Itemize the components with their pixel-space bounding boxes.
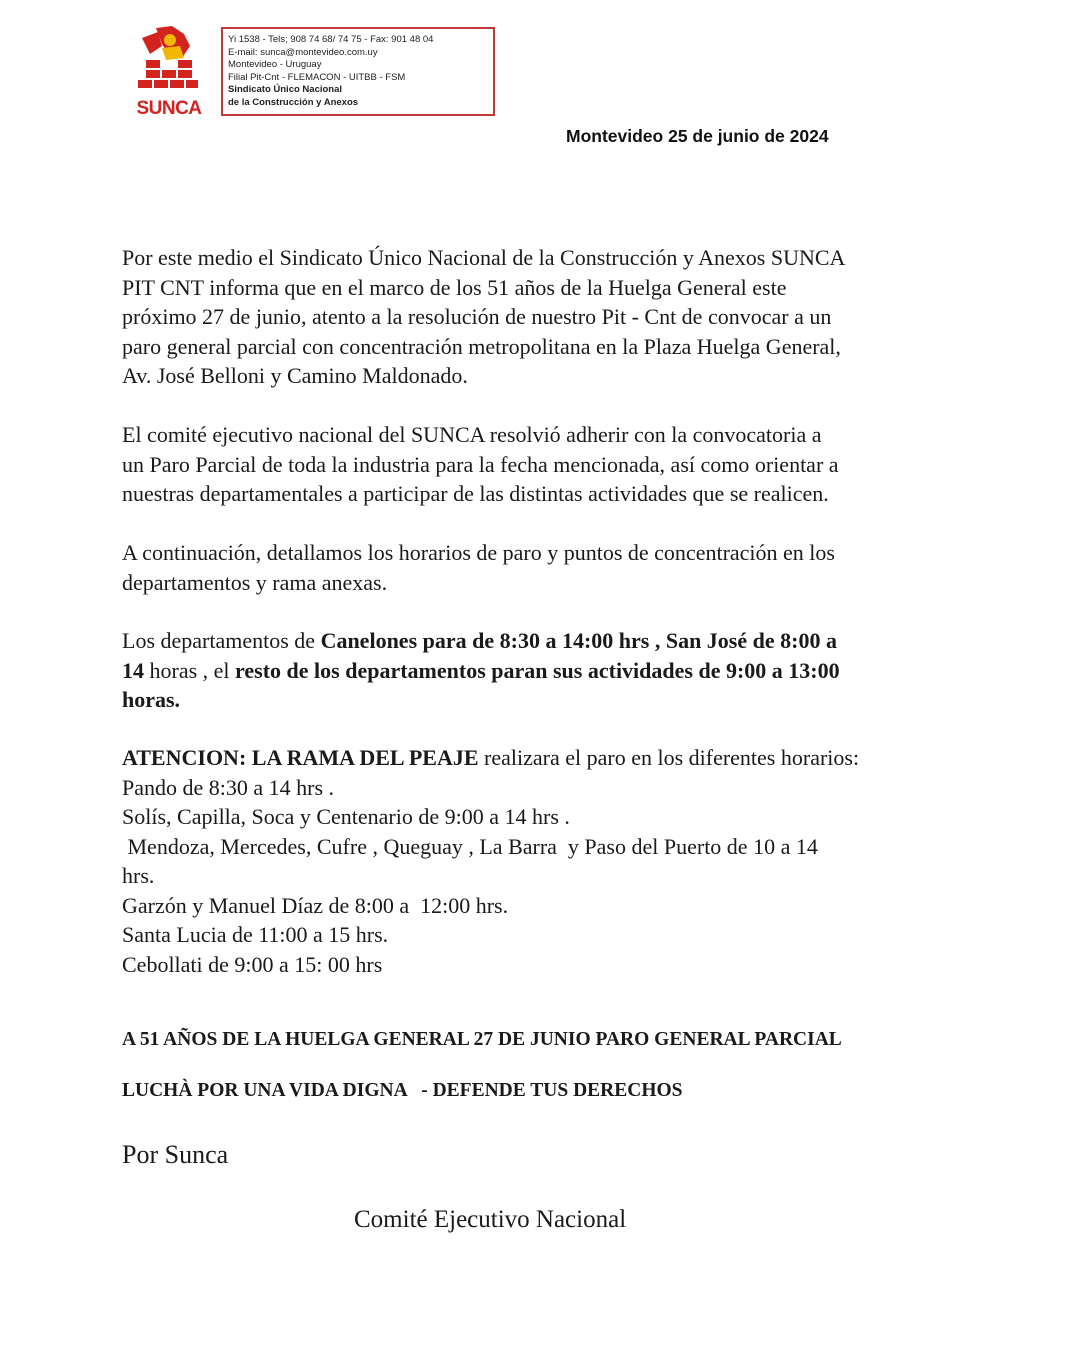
text-line: Por este medio el Sindicato Único Nacional de la Construcción y Anexos SUNCA (122, 245, 846, 270)
worker-logo-icon (132, 24, 206, 98)
schedule-line: Cebollati de 9:00 a 15: 00 hrs (122, 951, 383, 977)
text-line: A continuación, detallamos los horarios de paro y puntos de concentración en los (122, 540, 835, 565)
contact-email: E-mail: sunca@montevideo.com.uy (228, 46, 378, 58)
org-name-line1: Sindicato Único Nacional (228, 84, 343, 95)
slogan-huelga: A 51 AÑOS DE LA HUELGA GENERAL 27 DE JUNIO PARO GENERAL PARCIAL (122, 1029, 842, 1050)
schedule-line: Pando de 8:30 a 14 hrs . (122, 774, 335, 800)
closing-signature: Comité Ejecutivo Nacional (354, 1206, 627, 1233)
text-span: horas , el (144, 657, 236, 683)
letterhead-contact-box (221, 27, 495, 116)
text-line: departamentos y rama anexas. (122, 569, 388, 595)
text-span: realizara el paro en los diferentes horarios: (478, 745, 860, 770)
text-line: próximo 27 de junio, atento a la resolución de nuestro Pit - Cnt de convocar a un (122, 304, 832, 329)
peaje-heading (122, 743, 859, 773)
schedule-line: Mendoza, Mercedes, Cufre , Queguay , La Barra y Paso del Puerto de 10 a 14 (122, 833, 818, 859)
text-line: El comité ejecutivo nacional del SUNCA resolvió adherir con la convocatoria a (122, 422, 822, 447)
letter-date: Montevideo 25 de junio de 2024 (566, 126, 829, 146)
paragraph-schedule-intro (122, 538, 835, 597)
slogan-lucha: LUCHÀ POR UNA VIDA DIGNA - DEFENDE TUS DERECHOS (122, 1080, 683, 1101)
text-line: PIT CNT informa que en el marco de los 51 años de la Huelga General este (122, 274, 787, 300)
bold-span: horas. (122, 687, 181, 712)
paragraph-resolution (122, 420, 839, 509)
paragraph-departments (122, 626, 840, 715)
contact-address: Yi 1538 - Tels; 908 74 68/ 74 75 - Fax: 901 48 04 (228, 34, 434, 45)
logo-text: SUNCA (136, 98, 202, 119)
paragraph-intro (122, 243, 845, 391)
peaje-schedule (122, 743, 859, 979)
text-line: paro general parcial con concentración metropolitana en la Plaza Huelga General, (122, 333, 841, 359)
text-line: un Paro Parcial de toda la industria para la fecha mencionada, así como orientar a (122, 451, 839, 477)
contact-affiliations: Filial Pit-Cnt - FLEMACON - UITBB - FSM (228, 71, 406, 83)
bold-span: ATENCION: LA RAMA DEL PEAJE (122, 745, 479, 770)
bold-span: Canelones para de 8:30 a 14:00 hrs , San José de 8:00 a (320, 628, 837, 653)
text-line: nuestras departamentales a participar de las distintas actividades que se realicen. (122, 481, 829, 506)
org-name-line2: de la Construcción y Anexos (228, 96, 359, 108)
schedule-line: Solís, Capilla, Soca y Centenario de 9:00 a 14 hrs . (122, 804, 570, 829)
bold-span: resto de los departamentos paran sus actividades de 9:00 a 13:00 (235, 657, 840, 683)
contact-city: Montevideo - Uruguay (228, 59, 322, 70)
schedule-line: Santa Lucia de 11:00 a 15 hrs. (122, 922, 389, 947)
schedule-line: Garzón y Manuel Díaz de 8:00 a 12:00 hrs. (122, 892, 509, 918)
sunca-logo (132, 24, 206, 120)
schedule-line: hrs. (122, 863, 155, 888)
text-line: Av. José Belloni y Camino Maldonado. (122, 363, 468, 388)
closing-por-sunca: Por Sunca (122, 1140, 229, 1169)
text-span: Los departamentos de (122, 628, 321, 653)
bold-span: 14 (122, 657, 144, 683)
